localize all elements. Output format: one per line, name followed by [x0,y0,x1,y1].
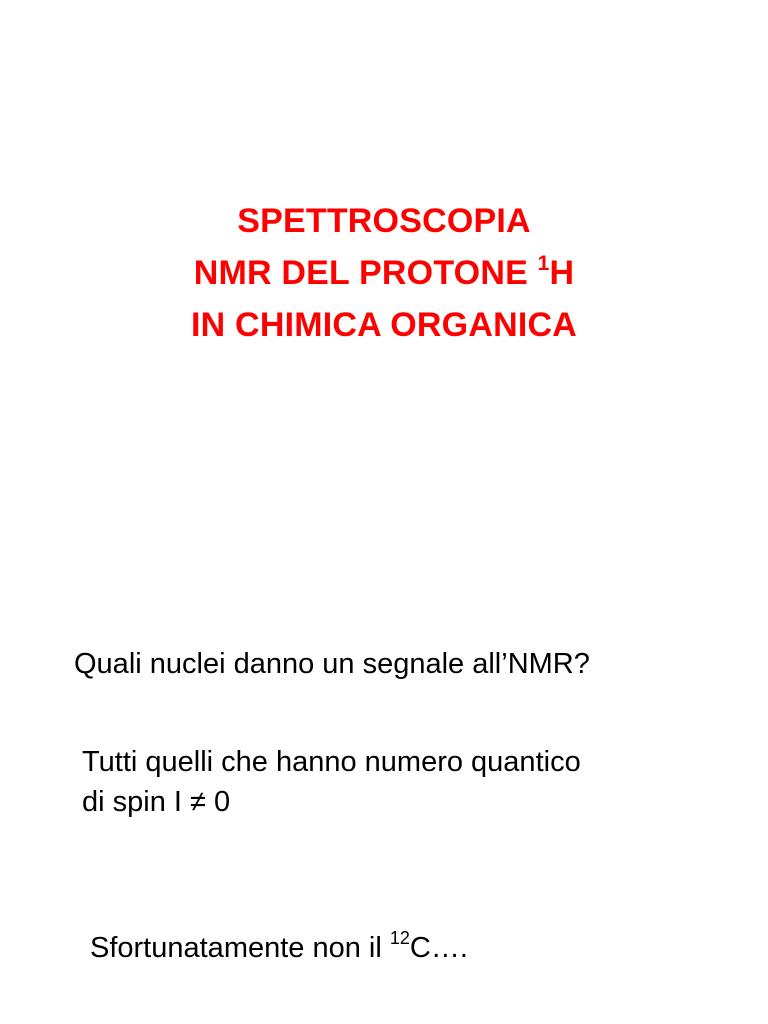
note-superscript: 12 [389,928,410,948]
answer-line-2: di spin I ≠ 0 [82,786,231,818]
note-text [90,928,468,968]
note-prefix: Sfortunatamente non il [90,932,390,964]
answer-line-1: Tutti quelli che hanno numero quantico [82,746,581,778]
note-suffix: C…. [409,932,468,964]
title-line-2 [0,247,768,299]
title-line-1: SPETTROSCOPIA [237,202,531,240]
title-superscript: 1 [537,252,550,275]
title-line-2-end: H [549,254,575,292]
slide-title [0,195,768,351]
title-line-2-main: NMR DEL PROTONE [193,254,538,292]
title-line-3: IN CHIMICA ORGANICA [191,306,577,344]
question-text: Quali nuclei danno un segnale all’NMR? [74,648,590,680]
answer-text [82,742,581,822]
